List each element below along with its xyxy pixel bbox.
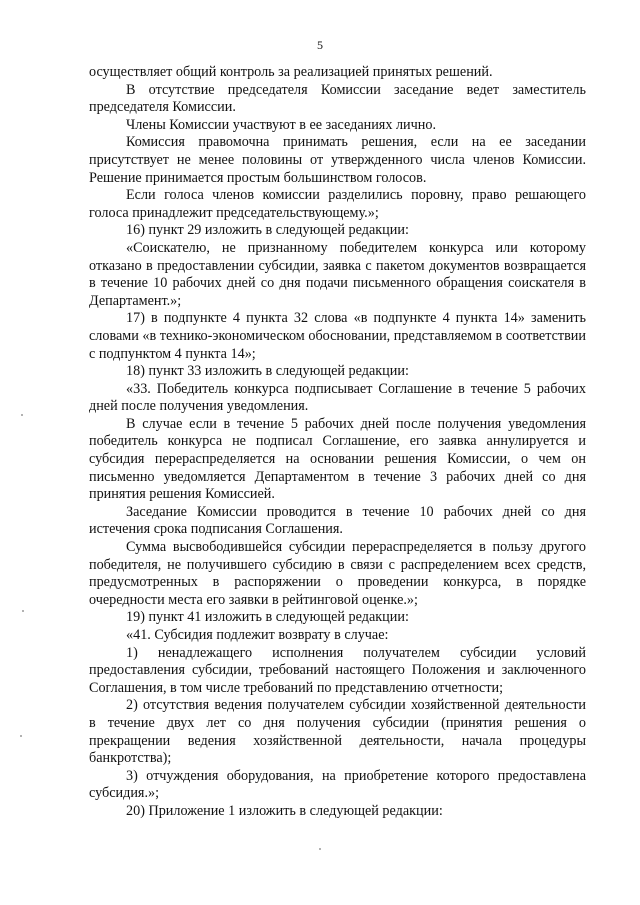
paragraph: 3) отчуждения оборудования, на приобретение которого предоставлена субсидия.»; <box>89 767 586 802</box>
paragraph: «41. Субсидия подлежит возврату в случае: <box>126 627 389 643</box>
paragraph: В случае если в течение 5 рабочих дней после получения уведомления победитель конкурса не подписал Соглашение, его заявка аннулируется и субсидия перераспределяется на основании решения Комиссии, о чем он письменно уведомляется Департаментом в течение 3 рабочих дней со дня принятия решения Комиссией. <box>89 415 586 503</box>
page-number: 5 <box>317 38 323 52</box>
paragraph: 2) отсутствия ведения получателем субсидии хозяйственной деятельности в течение двух лет со дня получения субсидии (принятия решения о прекращении ведения хозяйственной деятельности, начала процедуры банкротства); <box>89 697 586 767</box>
paragraph: Комиссия правомочна принимать решения, если на ее заседании присутствует не менее половины от утвержденного числа членов Комиссии. Решение принимается простым большинством голосов. <box>89 134 586 186</box>
paragraph: «33. Победитель конкурса подписывает Соглашение в течение 5 рабочих дней после получения уведомления. <box>89 380 586 415</box>
paragraph: осуществляет общий контроль за реализацией принятых решений. <box>89 64 493 80</box>
scan-speck <box>20 735 22 737</box>
scan-speck <box>22 610 24 612</box>
paragraph: 18) пункт 33 изложить в следующей редакции: <box>126 363 409 380</box>
paragraph: Если голоса членов комиссии разделились поровну, право решающего голоса принадлежит председательствующему.»; <box>89 187 586 221</box>
paragraph: «Соискателю, не признанному победителем конкурса или которому отказано в предоставлении субсидии, заявка с пакетом документов возвращается в течение 10 рабочих дней со дня подачи письменного обращения соискателя в Департамент.»; <box>89 239 586 309</box>
paragraph: 17) в подпункте 4 пункта 32 слова «в подпункте 4 пункта 14» заменить словами «в технико-экономическом обосновании, представляемом в соответствии с подпунктом 4 пункта 14»; <box>89 310 586 362</box>
paragraph: 16) пункт 29 изложить в следующей редакции: <box>126 222 409 239</box>
scan-speck <box>21 414 23 416</box>
paragraph: Заседание Комиссии проводится в течение 10 рабочих дней со дня истечения срока подписания Соглашения. <box>89 503 586 538</box>
document-body <box>89 64 586 821</box>
paragraph: Сумма высвободившейся субсидии перераспределяется в пользу другого победителя, не получившего субсидию в связи с распределением всех средств, предусмотренных в распоряжении о проведении конкурса, в порядке очередности места его заявки в рейтинговой оценке.»; <box>89 539 586 608</box>
paragraph: Члены Комиссии участвуют в ее заседаниях лично. <box>126 116 437 133</box>
paragraph: 1) ненадлежащего исполнения получателем субсидии условий предоставления субсидии, требований настоящего Положения и заключенного Соглашения, в том числе требований по представлению отчетности; <box>89 644 586 696</box>
paragraph: 20) Приложение 1 изложить в следующей редакции: <box>126 802 443 819</box>
paragraph: 19) пункт 41 изложить в следующей редакции: <box>126 609 409 626</box>
scan-speck <box>319 848 321 850</box>
paragraph: В отсутствие председателя Комиссии заседание ведет заместитель председателя Комиссии. <box>89 81 586 116</box>
